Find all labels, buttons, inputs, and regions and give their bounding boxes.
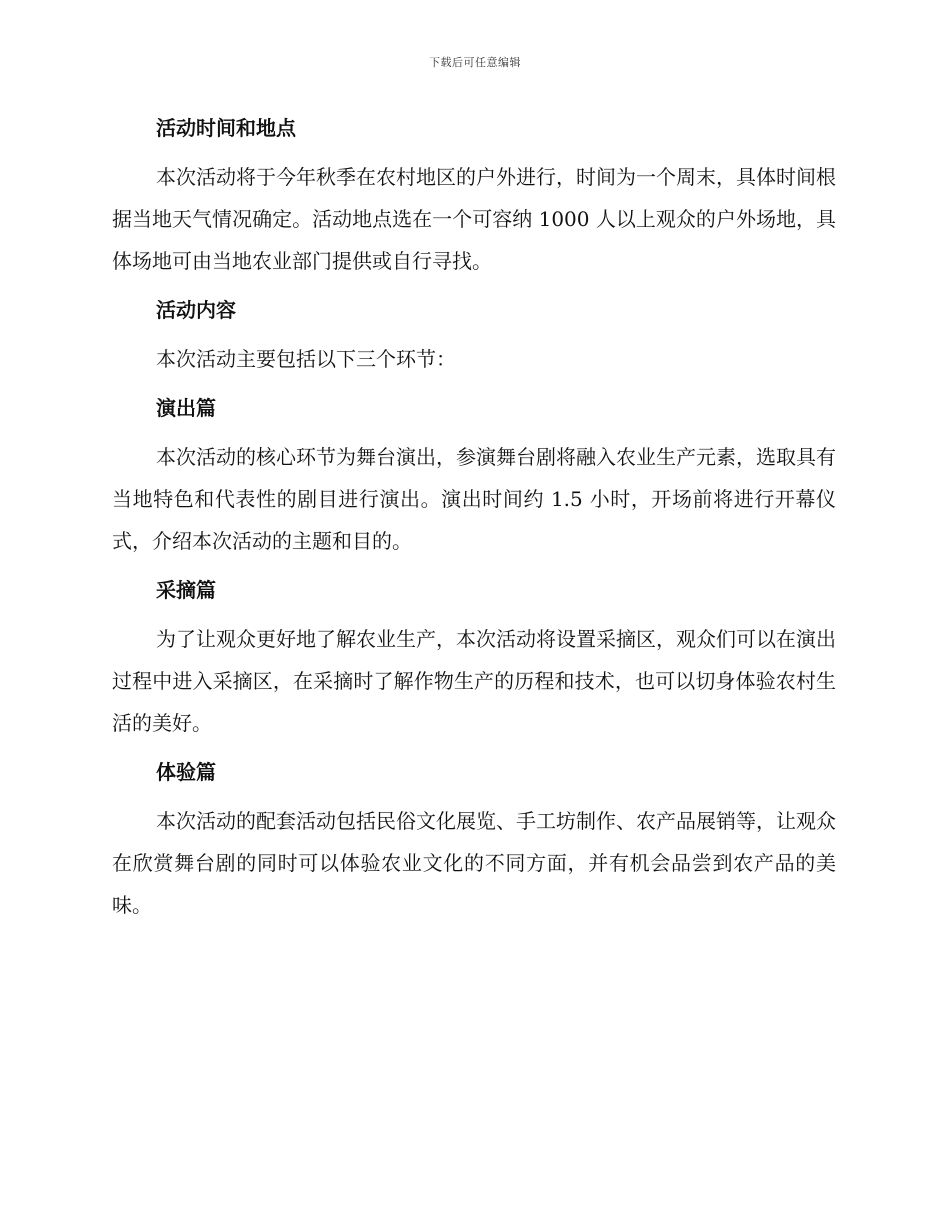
- document-body: [112, 108, 836, 934]
- section-heading: 采摘篇: [156, 578, 216, 602]
- section-paragraph: 本次活动的核心环节为舞台演出，参演舞台剧将融入农业生产元素，选取具有当地特色和代表性的剧目进行演出。演出时间约 1.5 小时，开场前将进行开幕仪式，介绍本次活动的主题和目的。: [112, 445, 836, 553]
- section-heading: 体验篇: [156, 760, 216, 784]
- section-heading: 活动内容: [156, 298, 236, 322]
- section-picking: [112, 570, 836, 744]
- section-paragraph: 本次活动的配套活动包括民俗文化展览、手工坊制作、农产品展销等，让观众在欣赏舞台剧的同时可以体验农业文化的不同方面，并有机会品尝到农产品的美味。: [112, 809, 836, 917]
- section-heading: 活动时间和地点: [156, 116, 296, 140]
- section-heading: 演出篇: [156, 396, 216, 420]
- section-time-location: [112, 108, 836, 282]
- section-content: [112, 290, 836, 380]
- section-experience: [112, 752, 836, 926]
- header-note: 下载后可任意编辑: [429, 56, 521, 69]
- section-paragraph: 本次活动主要包括以下三个环节：: [156, 347, 456, 371]
- section-paragraph: 本次活动将于今年秋季在农村地区的户外进行，时间为一个周末，具体时间根据当地天气情况确定。活动地点选在一个可容纳 1000 人以上观众的户外场地，具体场地可由当地农业部门提供或自行寻找。: [112, 165, 836, 273]
- section-performance: [112, 388, 836, 562]
- section-paragraph: 为了让观众更好地了解农业生产，本次活动将设置采摘区，观众们可以在演出过程中进入采摘区，在采摘时了解作物生产的历程和技术，也可以切身体验农村生活的美好。: [112, 627, 836, 735]
